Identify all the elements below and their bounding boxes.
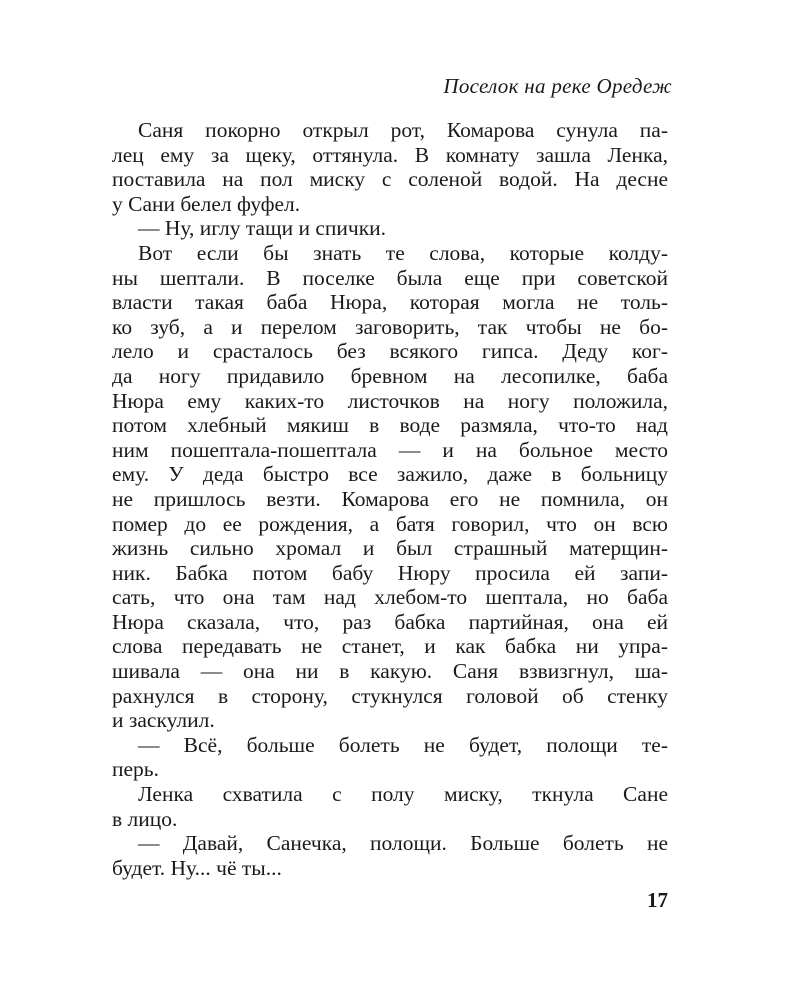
text-line: лело и срасталось без всякого гипса. Деду ког-	[112, 339, 668, 364]
text-line: в лицо.	[112, 806, 178, 831]
text-line: сать, что она там над хлебом-то шептала, но баба	[112, 585, 668, 610]
text-line: Ленка схватила с полу миску, ткнула Сане	[138, 782, 668, 807]
text-line: — Ну, иглу тащи и спички.	[138, 216, 387, 241]
text-line: у Сани белел фуфел.	[112, 191, 301, 216]
text-line: рахнулся в сторону, стукнулся головой об стенку	[112, 683, 668, 708]
text-line: да ногу придавило бревном на лесопилке, баба	[112, 363, 668, 388]
text-line: — Всё, больше болеть не будет, полощи те-	[138, 732, 668, 757]
text-line: шивала — она ни в какую. Саня взвизгнул, ша-	[112, 659, 668, 684]
text-line: потом хлебный мякиш в воде размяла, что-то над	[112, 413, 668, 438]
text-line: ны шептали. В поселке была еще при советской	[112, 265, 668, 290]
text-line: Саня покорно открыл рот, Комарова сунула па-	[138, 118, 668, 142]
text-line: ко зуб, а и перелом заговорить, так чтобы не бо-	[112, 314, 668, 339]
text-line: и заскулил.	[112, 708, 215, 733]
text-line: — Давай, Санечка, полощи. Больше болеть не	[138, 831, 668, 856]
text-line: ник. Бабка потом бабу Нюру просила ей запи-	[112, 560, 668, 585]
text-line: Вот если бы знать те слова, которые колду-	[138, 240, 668, 265]
text-line: не пришлось везти. Комарова его не помнила, он	[112, 486, 668, 511]
text-line: власти такая баба Нюра, которая могла не толь-	[112, 290, 668, 315]
text-line: поставила на пол миску с соленой водой. На десне	[112, 167, 668, 192]
text-line: лец ему за щеку, оттянула. В комнату зашла Ленка,	[112, 142, 668, 167]
text-line: слова передавать не станет, и как бабка ни упра-	[112, 634, 668, 659]
text-line: перь.	[112, 757, 159, 782]
text-line: жизнь сильно хромал и был страшный матерщин-	[112, 536, 668, 561]
page-number: 17	[647, 888, 668, 912]
text-line: помер до ее рождения, а батя говорил, что он всю	[112, 511, 668, 536]
text-line: Нюра ему каких-то листочков на ногу положила,	[112, 388, 668, 413]
text-line: будет. Ну... чё ты...	[112, 855, 282, 880]
text-line: ним пошептала-пошептала — и на больное место	[112, 437, 668, 462]
text-line: Нюра сказала, что, раз бабка партийная, она ей	[112, 609, 668, 634]
body-text	[112, 118, 668, 880]
running-head-title: Поселок на реке Оредеж	[443, 74, 672, 98]
text-line: ему. У деда быстро все зажило, даже в больницу	[112, 462, 668, 487]
